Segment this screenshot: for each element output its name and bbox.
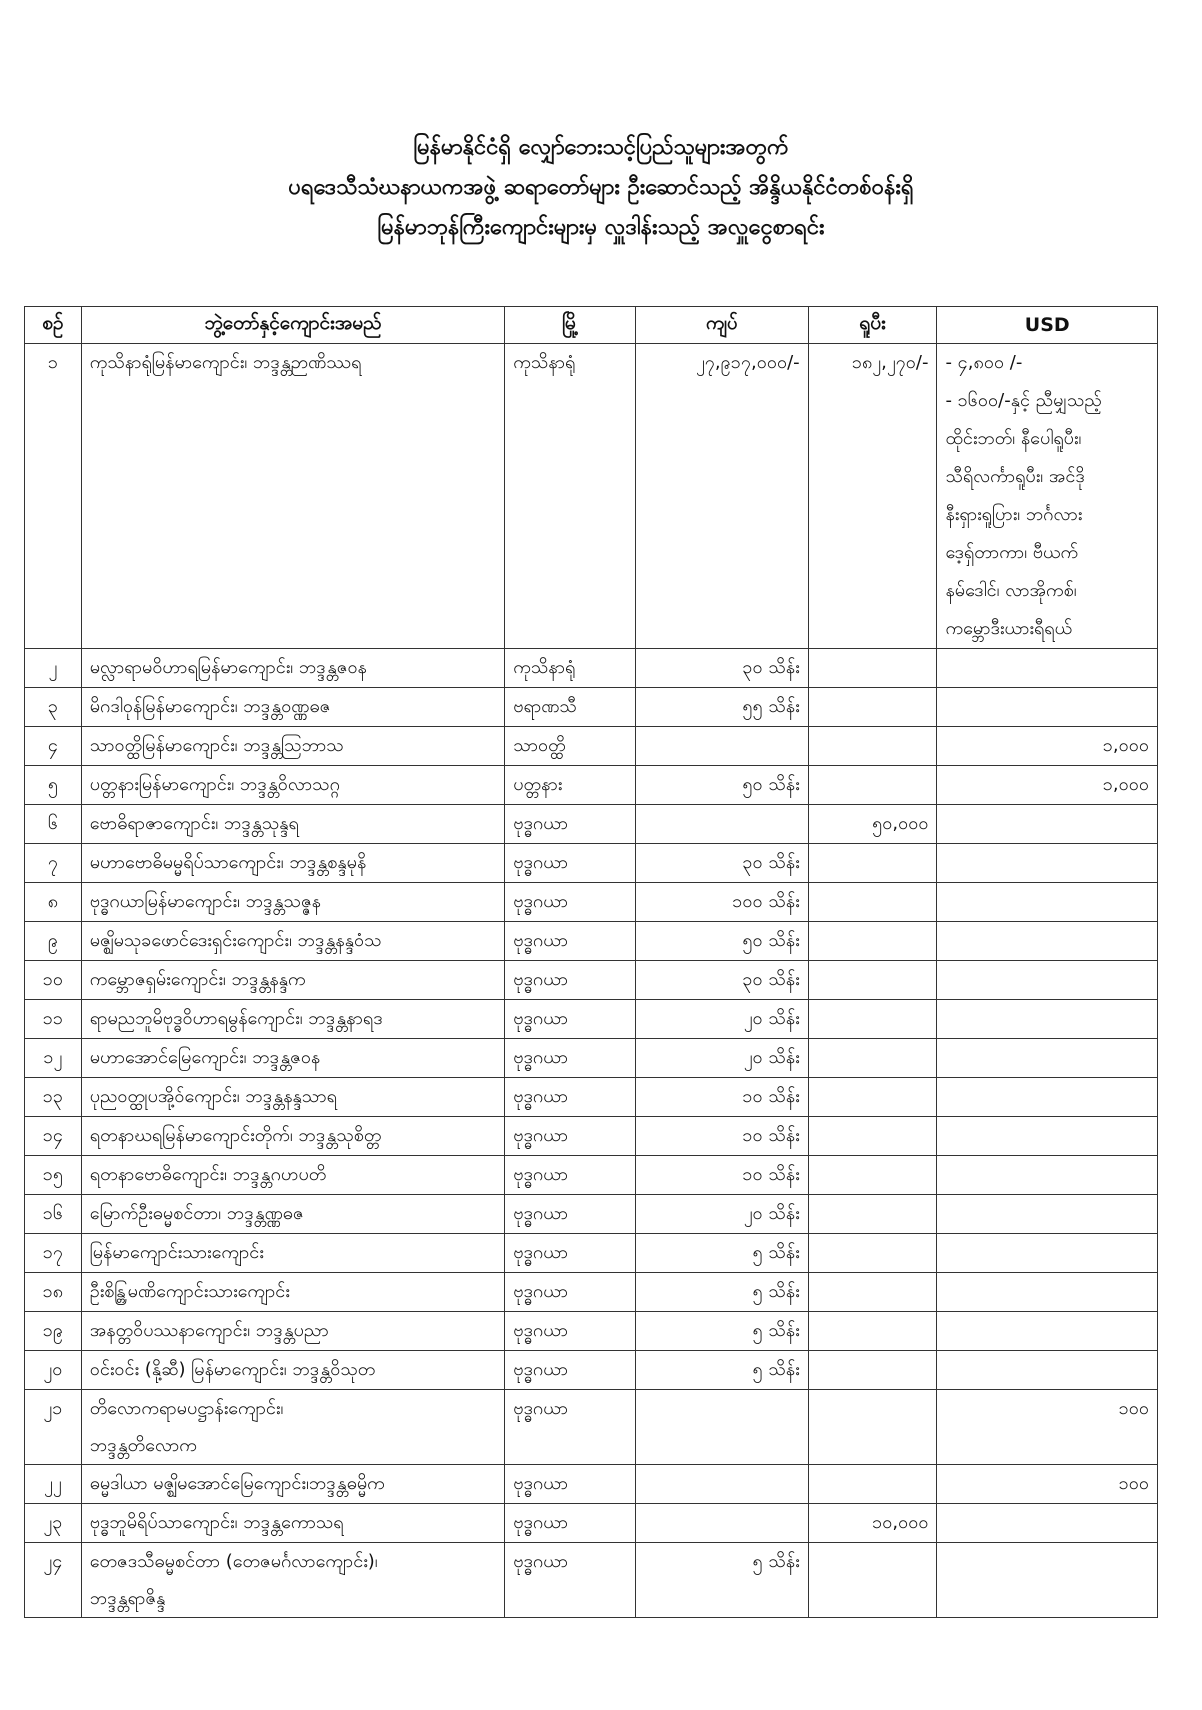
cell-name: ကမ္ဘောဇရှမ်းကျောင်း၊ ဘဒ္ဒန္တနန္ဒက — [81, 961, 505, 1000]
cell-rupee — [808, 1465, 937, 1504]
table-row — [25, 1000, 1158, 1039]
cell-kyat: ၁၀၀ သိန်း — [636, 883, 808, 922]
cell-no: ၅ — [25, 766, 82, 805]
cell-kyat: ၁၀ သိန်း — [636, 1117, 808, 1156]
cell-kyat: ၂၀ သိန်း — [636, 1195, 808, 1234]
cell-rupee — [808, 1039, 937, 1078]
cell-rupee — [808, 766, 937, 805]
cell-city: ဗုဒ္ဓဂယာ — [505, 805, 636, 844]
cell-rupee: ၁၈၂,၂၇၀/- — [808, 344, 937, 649]
cell-name: မြောက်ဦးဓမ္မစင်တာ၊ ဘဒ္ဒန္တဏ္ဏဓဇ — [81, 1195, 505, 1234]
cell-no: ၂၂ — [25, 1465, 82, 1504]
table-row — [25, 844, 1158, 883]
cell-name: အနတ္တဝိပဿနာကျောင်း၊ ဘဒ္ဒန္တပညာ — [81, 1312, 505, 1351]
cell-name: ပတ္တနားမြန်မာကျောင်း၊ ဘဒ္ဒန္တဝိလာသဂ္ဂ — [81, 766, 505, 805]
cell-kyat: ၂၀ သိန်း — [636, 1039, 808, 1078]
cell-name: ဗုဒ္ဓဘူမိရိပ်သာကျောင်း၊ ဘဒ္ဒန္တကောသရ — [81, 1504, 505, 1543]
cell-city: ဗုဒ္ဓဂယာ — [505, 1039, 636, 1078]
cell-rupee — [808, 1195, 937, 1234]
cell-usd — [937, 649, 1158, 688]
table-row — [25, 1351, 1158, 1390]
cell-usd — [937, 1039, 1158, 1078]
cell-name: ကုသိနာရုံမြန်မာကျောင်း၊ ဘဒ္ဒန္တဉာဏိဿရ — [81, 344, 505, 649]
cell-usd — [937, 1000, 1158, 1039]
title-line-2: ပရဒေသီသံဃနာယကအဖွဲ့ ဆရာတော်များ ဦးဆောင်သည့် အိန္ဒိယနိုင်ငံတစ်ဝန်းရှိ — [288, 175, 914, 200]
cell-usd: ၁၀၀ — [937, 1465, 1158, 1504]
cell-usd — [937, 1078, 1158, 1117]
cell-usd — [937, 344, 1158, 649]
title-line-1: မြန်မာနိုင်ငံရှိ လျှော်ဘေးသင့်ပြည်သူများအတွက် — [413, 135, 789, 160]
table-body — [25, 344, 1158, 1618]
table-row — [25, 727, 1158, 766]
cell-no: ၃ — [25, 688, 82, 727]
cell-kyat: ၅ သိန်း — [636, 1312, 808, 1351]
usd-line: ကမ္ဘောဒီးယားရီရယ် — [945, 618, 1073, 639]
cell-name: ရာမညဘူမိဗုဒ္ဓဝိဟာရမွန်ကျောင်း၊ ဘဒ္ဒန္တနာရဒ — [81, 1000, 505, 1039]
cell-name: ဝင်းဝင်း (နို့ဆီ) မြန်မာကျောင်း၊ ဘဒ္ဒန္တဝိသုတ — [81, 1351, 505, 1390]
usd-line: သီရိလင်္ကာရူပီး၊ အင်ဒို — [945, 466, 1085, 487]
header-city: မြို့ — [505, 307, 636, 344]
cell-kyat: ၃၀ သိန်း — [636, 961, 808, 1000]
cell-city: ဗုဒ္ဓဂယာ — [505, 844, 636, 883]
cell-name: ရတနာဃရမြန်မာကျောင်းတိုက်၊ ဘဒ္ဒန္တသုစိတ္တ — [81, 1117, 505, 1156]
cell-name: ဗောဓိရာဇာကျောင်း၊ ဘဒ္ဒန္တသုန္ဒရ — [81, 805, 505, 844]
cell-no: ၈ — [25, 883, 82, 922]
cell-city: ဗုဒ္ဓဂယာ — [505, 1195, 636, 1234]
cell-no: ၂ — [25, 649, 82, 688]
title-line-3: မြန်မာဘုန်ကြီးကျောင်းများမှ လှူဒါန်းသည့် အလှူငွေစာရင်း — [377, 215, 825, 240]
cell-city: ဗုဒ္ဓဂယာ — [505, 1000, 636, 1039]
table-row — [25, 1039, 1158, 1078]
cell-rupee — [808, 1390, 937, 1465]
cell-rupee — [808, 844, 937, 883]
header-no: စဉ် — [25, 307, 82, 344]
cell-usd — [937, 1543, 1158, 1618]
cell-usd — [937, 922, 1158, 961]
cell-name: မဇ္ဈိမသုခဖောင်ဒေးရှင်းကျောင်း၊ ဘဒ္ဒန္တနန္ဒဝံသ — [81, 922, 505, 961]
cell-no: ၂၃ — [25, 1504, 82, 1543]
cell-usd — [937, 1195, 1158, 1234]
table-row — [25, 922, 1158, 961]
table-row — [25, 883, 1158, 922]
table-row — [25, 1273, 1158, 1312]
cell-city: ဗုဒ္ဓဂယာ — [505, 1312, 636, 1351]
cell-rupee — [808, 922, 937, 961]
table-row — [25, 1156, 1158, 1195]
cell-kyat: ၅၀ သိန်း — [636, 922, 808, 961]
header-name: ဘွဲ့တော်နှင့်ကျောင်းအမည် — [81, 307, 505, 344]
usd-line: ဒေ့ရှ်တာကာ၊ ဗီယက် — [945, 542, 1079, 563]
cell-city: ဗုဒ္ဓဂယာ — [505, 1156, 636, 1195]
name-line: တိလောကရာမပဋ္ဌာန်းကျောင်း၊ — [89, 1398, 284, 1419]
cell-name: ဓမ္မဒါယာ မဇ္ဈိမအောင်မြေကျောင်း၊ဘဒ္ဒန္တဓမ္မိက — [81, 1465, 505, 1504]
cell-usd — [937, 1504, 1158, 1543]
cell-no: ၁ — [25, 344, 82, 649]
cell-kyat: ၅ သိန်း — [636, 1273, 808, 1312]
table-row — [25, 688, 1158, 727]
cell-city: ဗုဒ္ဓဂယာ — [505, 1465, 636, 1504]
cell-rupee — [808, 1117, 937, 1156]
cell-no: ၁၂ — [25, 1039, 82, 1078]
cell-kyat: ၅ သိန်း — [636, 1351, 808, 1390]
cell-rupee — [808, 688, 937, 727]
cell-usd — [937, 805, 1158, 844]
cell-kyat: ၅ သိန်း — [636, 1543, 808, 1618]
cell-no: ၁၇ — [25, 1234, 82, 1273]
cell-city: ဗုဒ္ဓဂယာ — [505, 961, 636, 1000]
header-kyat: ကျပ် — [636, 307, 808, 344]
cell-no: ၉ — [25, 922, 82, 961]
cell-usd — [937, 883, 1158, 922]
cell-kyat: ၂၀ သိန်း — [636, 1000, 808, 1039]
cell-kyat — [636, 1390, 808, 1465]
cell-no: ၁၅ — [25, 1156, 82, 1195]
usd-line: နမ်ဒေါင်၊ လာအိုကစ်၊ — [945, 580, 1077, 601]
cell-name: မြန်မာကျောင်းသားကျောင်း — [81, 1234, 505, 1273]
cell-usd — [937, 688, 1158, 727]
cell-rupee — [808, 883, 937, 922]
cell-usd: ၁၀၀ — [937, 1390, 1158, 1465]
cell-kyat: ၅၅ သိန်း — [636, 688, 808, 727]
cell-rupee — [808, 1000, 937, 1039]
cell-usd — [937, 844, 1158, 883]
table-row — [25, 1078, 1158, 1117]
name-line: ဘဒ္ဒန္တတိလောက — [89, 1435, 197, 1456]
cell-name: မဟာဗောဓိမမ္မရိပ်သာကျောင်း၊ ဘဒ္ဒန္တစန္ဒမုနိ — [81, 844, 505, 883]
cell-city: ဗုဒ္ဓဂယာ — [505, 1117, 636, 1156]
cell-usd: ၁,၀၀၀ — [937, 727, 1158, 766]
cell-no: ၂၁ — [25, 1390, 82, 1465]
table-row — [25, 1234, 1158, 1273]
cell-rupee — [808, 1273, 937, 1312]
cell-rupee: ၁၀,၀၀၀ — [808, 1504, 937, 1543]
table-row — [25, 1390, 1158, 1465]
cell-usd — [937, 1351, 1158, 1390]
cell-no: ၇ — [25, 844, 82, 883]
cell-usd — [937, 1117, 1158, 1156]
cell-no: ၁၃ — [25, 1078, 82, 1117]
cell-no: ၁၉ — [25, 1312, 82, 1351]
cell-usd: ၁,၀၀၀ — [937, 766, 1158, 805]
cell-kyat: ၃၀ သိန်း — [636, 649, 808, 688]
cell-no: ၂၀ — [25, 1351, 82, 1390]
cell-no: ၂၄ — [25, 1543, 82, 1618]
cell-kyat: ၃၀ သိန်း — [636, 844, 808, 883]
usd-line: - ၁၆၀၀/-နှင့် ညီမျှသည့် — [945, 390, 1102, 411]
cell-city: ကုသိနာရုံ — [505, 344, 636, 649]
cell-name: မလ္လာရာမဝိဟာရမြန်မာကျောင်း၊ ဘဒ္ဒန္တဇဝန — [81, 649, 505, 688]
name-line: တေဇဒသီဓမ္မစင်တာ (တေဇမင်္ဂလာကျောင်း)၊ — [89, 1551, 378, 1572]
cell-city: ကုသိနာရုံ — [505, 649, 636, 688]
cell-rupee — [808, 1312, 937, 1351]
cell-kyat: ၅ သိန်း — [636, 1234, 808, 1273]
cell-no: ၁၄ — [25, 1117, 82, 1156]
table-row — [25, 1504, 1158, 1543]
cell-kyat — [636, 727, 808, 766]
table-row — [25, 1543, 1158, 1618]
cell-usd — [937, 1273, 1158, 1312]
cell-city: ဗုဒ္ဓဂယာ — [505, 1234, 636, 1273]
cell-kyat — [636, 805, 808, 844]
table-row — [25, 1312, 1158, 1351]
cell-name: မဟာအောင်မြေကျောင်း၊ ဘဒ္ဒန္တဇဝန — [81, 1039, 505, 1078]
cell-city: ဗုဒ္ဓဂယာ — [505, 922, 636, 961]
cell-city: ဗရာဏသီ — [505, 688, 636, 727]
table-row — [25, 766, 1158, 805]
cell-no: ၆ — [25, 805, 82, 844]
cell-city: ဗုဒ္ဓဂယာ — [505, 1543, 636, 1618]
cell-city: ဗုဒ္ဓဂယာ — [505, 1351, 636, 1390]
cell-name: ပုညဝတ္ထုပအို့ဝ်ကျောင်း၊ ဘဒ္ဒန္တနန္ဒသာရ — [81, 1078, 505, 1117]
cell-rupee — [808, 1234, 937, 1273]
header-usd: USD — [937, 307, 1158, 344]
cell-no: ၁၆ — [25, 1195, 82, 1234]
cell-name — [81, 1390, 505, 1465]
cell-kyat: ၅၀ သိန်း — [636, 766, 808, 805]
cell-rupee — [808, 961, 937, 1000]
cell-kyat: ၁၀ သိန်း — [636, 1078, 808, 1117]
cell-city: သာဝတ္ထိ — [505, 727, 636, 766]
table-row — [25, 1465, 1158, 1504]
cell-no: ၁၀ — [25, 961, 82, 1000]
cell-usd — [937, 961, 1158, 1000]
cell-usd — [937, 1156, 1158, 1195]
cell-name: ဗုဒ္ဓဂယာမြန်မာကျောင်း၊ ဘဒ္ဒန္တသဇ္ဇန — [81, 883, 505, 922]
header-rupee: ရူပီး — [808, 307, 937, 344]
table-row — [25, 805, 1158, 844]
cell-usd — [937, 1312, 1158, 1351]
cell-kyat — [636, 1465, 808, 1504]
table-row — [25, 649, 1158, 688]
table-row — [25, 961, 1158, 1000]
cell-no: ၁၁ — [25, 1000, 82, 1039]
cell-name: မိဂဒါဝုန်မြန်မာကျောင်း၊ ဘဒ္ဒန္တဝဏ္ဏဓဇ — [81, 688, 505, 727]
cell-rupee — [808, 1351, 937, 1390]
cell-city: ဗုဒ္ဓဂယာ — [505, 1504, 636, 1543]
usd-line: နီးရှားရူပြား၊ ဘင်္ဂလား — [945, 504, 1083, 525]
table-row — [25, 344, 1158, 649]
table-row — [25, 1117, 1158, 1156]
cell-name: သာဝတ္ထိမြန်မာကျောင်း၊ ဘဒ္ဒန္တသြဘာသ — [81, 727, 505, 766]
name-line: ဘဒ္ဒန္တရာဇိန္ဒ — [89, 1588, 166, 1609]
cell-rupee — [808, 727, 937, 766]
cell-city: ပတ္တနား — [505, 766, 636, 805]
cell-kyat: ၂၇,၉၁၇,၀၀၀/- — [636, 344, 808, 649]
cell-city: ဗုဒ္ဓဂယာ — [505, 1390, 636, 1465]
cell-usd — [937, 1234, 1158, 1273]
table-row — [25, 1195, 1158, 1234]
cell-kyat — [636, 1504, 808, 1543]
cell-rupee — [808, 1078, 937, 1117]
cell-no: ၄ — [25, 727, 82, 766]
cell-city: ဗုဒ္ဓဂယာ — [505, 1273, 636, 1312]
cell-name: ဦးစိန္တြမဏိကျောင်းသားကျောင်း — [81, 1273, 505, 1312]
cell-rupee — [808, 649, 937, 688]
cell-rupee: ၅၀,၀၀၀ — [808, 805, 937, 844]
table-header-row — [25, 307, 1158, 344]
usd-line: ထိုင်းဘတ်၊ နီပေါရူပီး၊ — [945, 428, 1082, 449]
cell-rupee — [808, 1543, 937, 1618]
cell-no: ၁၈ — [25, 1273, 82, 1312]
cell-name: ရတနာဗောဓိကျောင်း၊ ဘဒ္ဒန္တဂဟပတိ — [81, 1156, 505, 1195]
document-title — [0, 128, 1202, 248]
usd-line: - ၄,၈၀၀ /- — [945, 352, 1023, 373]
cell-kyat: ၁၀ သိန်း — [636, 1156, 808, 1195]
cell-city: ဗုဒ္ဓဂယာ — [505, 1078, 636, 1117]
cell-city: ဗုဒ္ဓဂယာ — [505, 883, 636, 922]
donation-table — [24, 306, 1158, 1618]
cell-rupee — [808, 1156, 937, 1195]
cell-name — [81, 1543, 505, 1618]
